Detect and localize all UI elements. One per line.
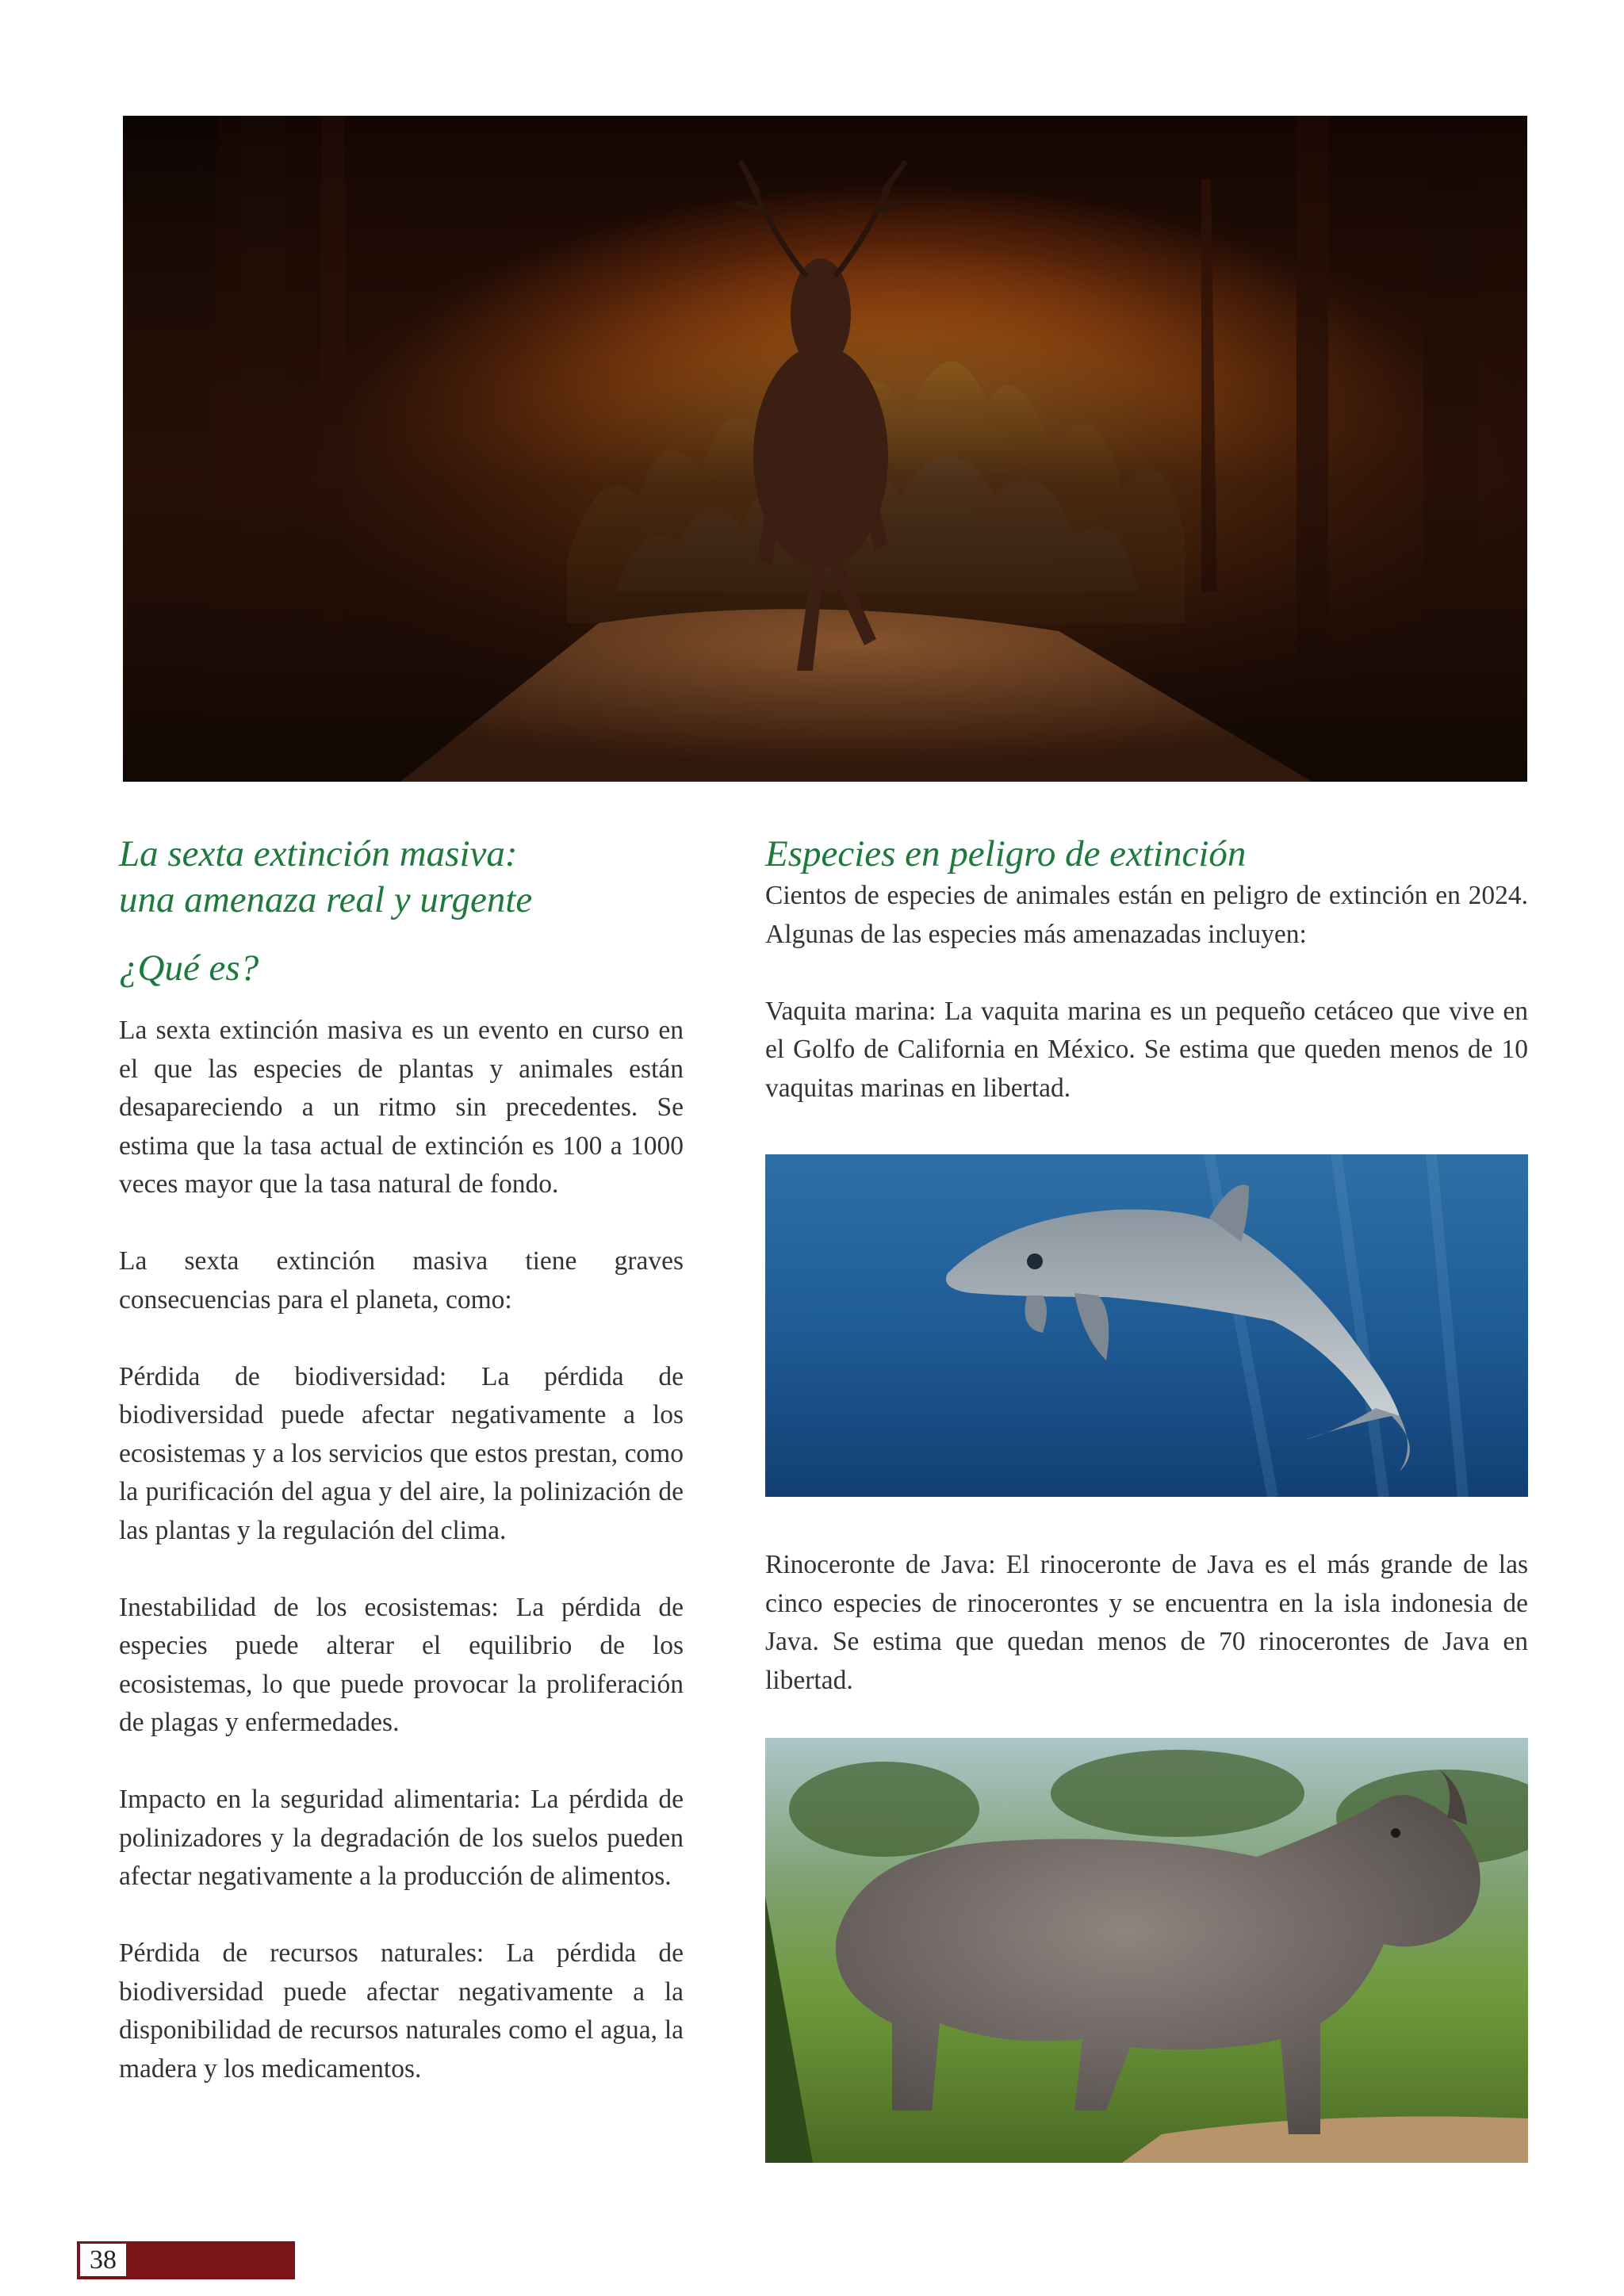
paragraph-consequences-intro: La sexta extinción masiva tiene graves consecuencias para el planeta, como: [119, 1246, 684, 1314]
paragraph-food-security: Impacto en la seguridad alimentaria: La pérdida de polinizadores y la degradación de los suelos pueden afectar negativamente a la producción de alimentos. [119, 1785, 684, 1891]
paragraph-biodiversity-loss: Pérdida de biodiversidad: La pérdida de biodiversidad puede afectar negativamente a los ecosistemas y a los servicios que estos prestan, como la purificación del agua y del aire, la polinización de las plantas y la regulación del clima. [119, 1361, 684, 1545]
paragraph-endangered-intro: Cientos de especies de animales están en peligro de extinción en 2024. Algunas de las especies más amenazadas incluyen: [765, 881, 1528, 949]
left-column [119, 831, 684, 2088]
paragraph-natural-resources: Pérdida de recursos naturales: La pérdida de biodiversidad puede afectar negativamente a la disponibilidad de recursos naturales como el agua, la madera y los medicamentos. [119, 1938, 684, 2084]
page-number: 38 [80, 2244, 126, 2276]
hero-photo-deer-fire [123, 116, 1527, 782]
article-title-line1: La sexta extinción masiva: [119, 833, 518, 874]
article-title [119, 831, 684, 923]
paragraph-vaquita: Vaquita marina: La vaquita marina es un pequeño cetáceo que vive en el Golfo de California en México. Se estima que queden menos de 10 vaquitas marinas en libertad. [765, 996, 1528, 1103]
paragraph-ecosystem-instability: Inestabilidad de los ecosistemas: La pérdida de especies puede alterar el equilibrio de los ecosistemas, lo que puede provocar la proliferación de plagas y enfermedades. [119, 1592, 684, 1737]
vaquita-photo [765, 1154, 1528, 1497]
footer-bar [77, 2241, 295, 2279]
article-title-line2: una amenaza real y urgente [119, 879, 533, 920]
paragraph-java-rhino: Rinoceronte de Java: El rinoceronte de Java es el más grande de las cinco especies de rinocerontes y se encuentra en la isla indonesia de Java. Se estima que quedan menos de 70 rinocerontes de Java en libertad. [765, 1550, 1528, 1695]
endangered-species-title: Especies en peligro de extinción [765, 833, 1247, 874]
paragraph-definition: La sexta extinción masiva es un evento en curso en el que las especies de plantas y animales están desapareciendo a un ritmo sin precedentes. Se estima que la tasa actual de extinción es 100 a 1000 veces mayor que la tasa natural de fondo. [119, 1016, 684, 1199]
java-rhino-photo [765, 1738, 1528, 2163]
section-heading-que-es: ¿Qué es? [119, 947, 259, 989]
right-column [765, 831, 1528, 2163]
